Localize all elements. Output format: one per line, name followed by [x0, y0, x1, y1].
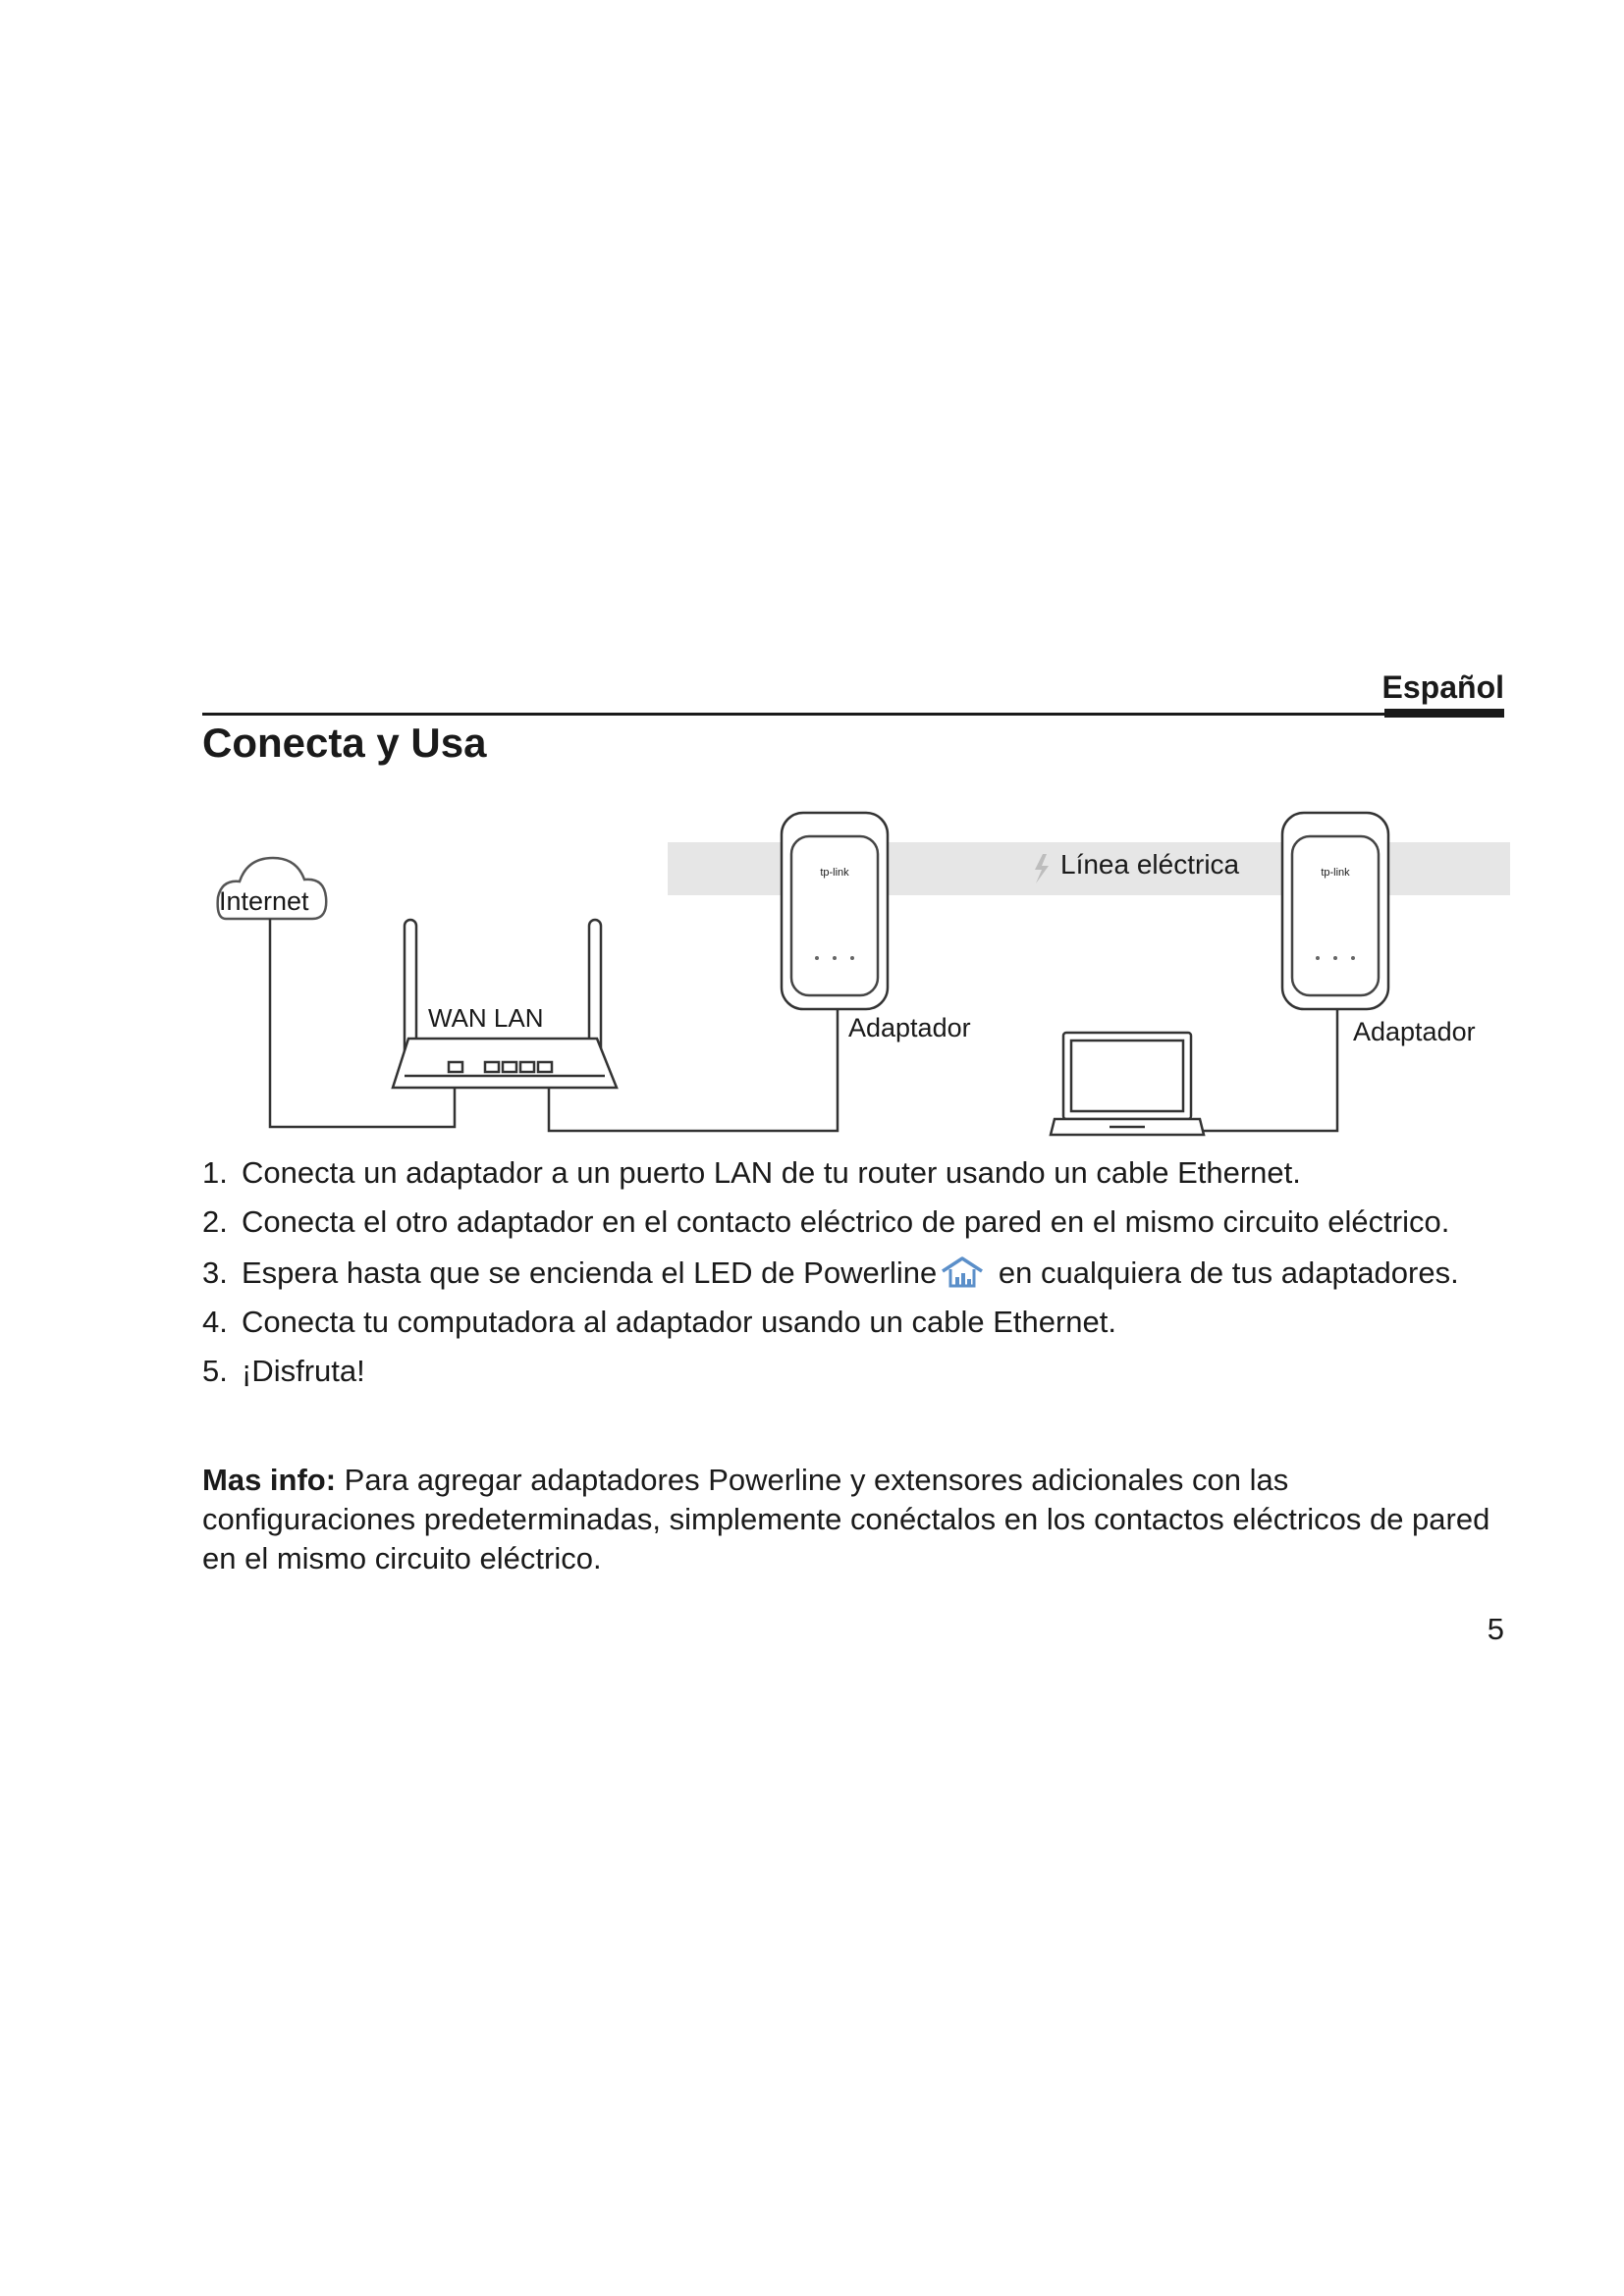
- step-text: en cualquiera de tus adaptadores.: [990, 1255, 1459, 1290]
- powerline-led-icon: [939, 1255, 986, 1289]
- adapter-left-brand: tp-link: [820, 867, 849, 879]
- step-number: 5.: [202, 1354, 228, 1388]
- step-2: [202, 1201, 1518, 1244]
- step-1: [202, 1151, 1518, 1195]
- step-number: 4.: [202, 1305, 228, 1339]
- step-3: [202, 1252, 1518, 1295]
- steps-list: [202, 1151, 1518, 1399]
- internet-label: Internet: [219, 886, 309, 916]
- step-text: Conecta un adaptador a un puerto LAN de tu router usando un cable Ethernet.: [242, 1155, 1301, 1190]
- step-number: 1.: [202, 1155, 228, 1190]
- router-ports-label: WAN LAN: [428, 1003, 544, 1033]
- step-text: ¡Disfruta!: [242, 1354, 365, 1388]
- page-number: 5: [1487, 1612, 1504, 1646]
- note-label: Mas info:: [202, 1463, 337, 1497]
- adapter-left-label: Adaptador: [848, 1013, 971, 1042]
- adapter-right-icon: [1282, 813, 1388, 1009]
- step-5: [202, 1350, 1518, 1393]
- adapter-right-brand: tp-link: [1321, 867, 1350, 879]
- step-text: Conecta el otro adaptador en el contacto eléctrico de pared en el mismo circuito eléctrico.: [242, 1204, 1450, 1239]
- step-text: Conecta tu computadora al adaptador usando un cable Ethernet.: [242, 1305, 1117, 1339]
- adapter-left-icon: [782, 813, 888, 1009]
- step-number: 2.: [202, 1204, 228, 1239]
- note-text: Para agregar adaptadores Powerline y extensores adicionales con las configuraciones predeterminadas, simplemente conéctalos en los contactos eléctricos de pared en el mismo circuito eléctrico.: [202, 1463, 1490, 1575]
- section-title: Conecta y Usa: [202, 720, 487, 766]
- language-label: Español: [1381, 669, 1504, 705]
- laptop-icon: [1051, 1033, 1204, 1135]
- more-info-note: [202, 1461, 1508, 1578]
- step-number: 3.: [202, 1255, 228, 1290]
- step-4: [202, 1301, 1518, 1344]
- powerline-label: Línea eléctrica: [1060, 849, 1240, 880]
- step-text: Espera hasta que se encienda el LED de Powerline: [242, 1255, 938, 1290]
- adapter-right-label: Adaptador: [1353, 1017, 1476, 1046]
